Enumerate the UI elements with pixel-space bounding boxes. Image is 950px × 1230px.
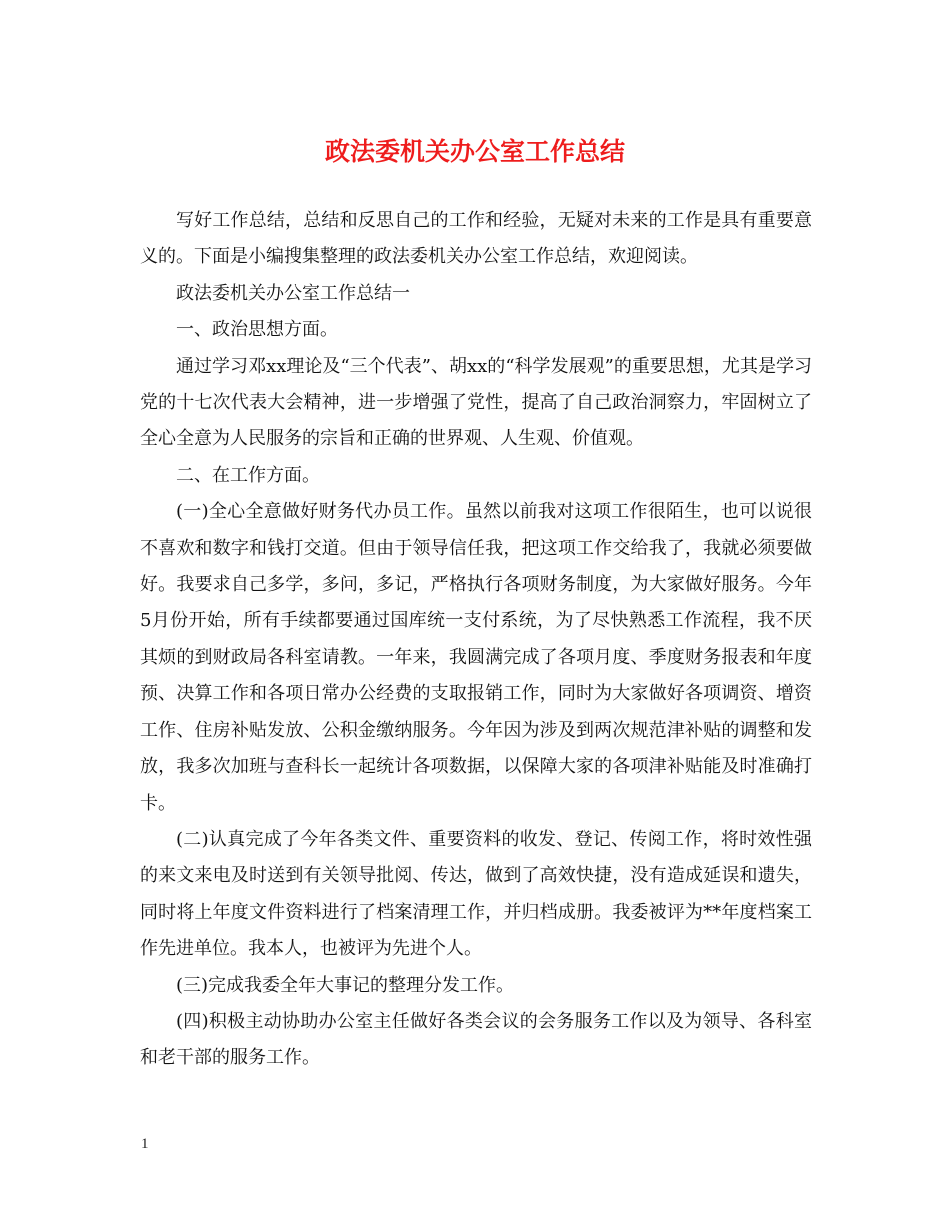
document-title: 政法委机关办公室工作总结 xyxy=(324,137,625,166)
work-item-two-paragraph: (二)认真完成了今年各类文件、重要资料的收发、登记、传阅工作，将时效性强的来文来电及时送到有关领导批阅、传达，做到了高效快捷，没有造成延误和遗失，同时将上年度文件资料进行了档案清理工作，并归档成册。我委被评为**年度档案工作先进单位。我本人，也被评为先进个人。 xyxy=(140,828,812,960)
section-heading-work: 二、在工作方面。 xyxy=(176,464,320,486)
document-body xyxy=(140,203,812,1077)
politics-paragraph: 通过学习邓xx理论及“三个代表”、胡xx的“科学发展观”的重要思想，尤其是学习党的十七次代表大会精神，进一步增强了党性，提高了自己政治洞察力，牢固树立了全心全意为人民服务的宗旨和正确的世界观、人生观、价值观。 xyxy=(140,355,812,450)
work-item-three-paragraph: (三)完成我委全年大事记的整理分发工作。 xyxy=(176,974,515,996)
work-item-one-paragraph: (一)全心全意做好财务代办员工作。虽然以前我对这项工作很陌生，也可以说很不喜欢和数字和钱打交道。但由于领导信任我，把这项工作交给我了，我就必须要做好。我要求自己多学，多问，多记，严格执行各项财务制度，为大家做好服务。今年5月份开始，所有手续都要通过国库统一支付系统，为了尽快熟悉工作流程，我不厌其烦的到财政局各科室请教。一年来，我圆满完成了各项月度、季度财务报表和年度预、决算工作和各项日常办公经费的支取报销工作，同时为大家做好各项调资、增资工作、住房补贴发放、公积金缴纳服务。今年因为涉及到两次规范津补贴的调整和发放，我多次加班与查科长一起统计各项数据，以保障大家的各项津补贴能及时准确打卡。 xyxy=(140,501,812,814)
work-item-four-paragraph: (四)积极主动协助办公室主任做好各类会议的会务服务工作以及为领导、各科室和老干部的服务工作。 xyxy=(140,1010,812,1069)
section-heading-summary-one: 政法委机关办公室工作总结一 xyxy=(176,282,410,304)
intro-paragraph: 写好工作总结，总结和反思自己的工作和经验，无疑对未来的工作是具有重要意义的。下面是小编搜集整理的政法委机关办公室工作总结，欢迎阅读。 xyxy=(140,210,812,268)
section-heading-politics: 一、政治思想方面。 xyxy=(176,319,338,341)
page-number: 1 xyxy=(141,1136,149,1152)
